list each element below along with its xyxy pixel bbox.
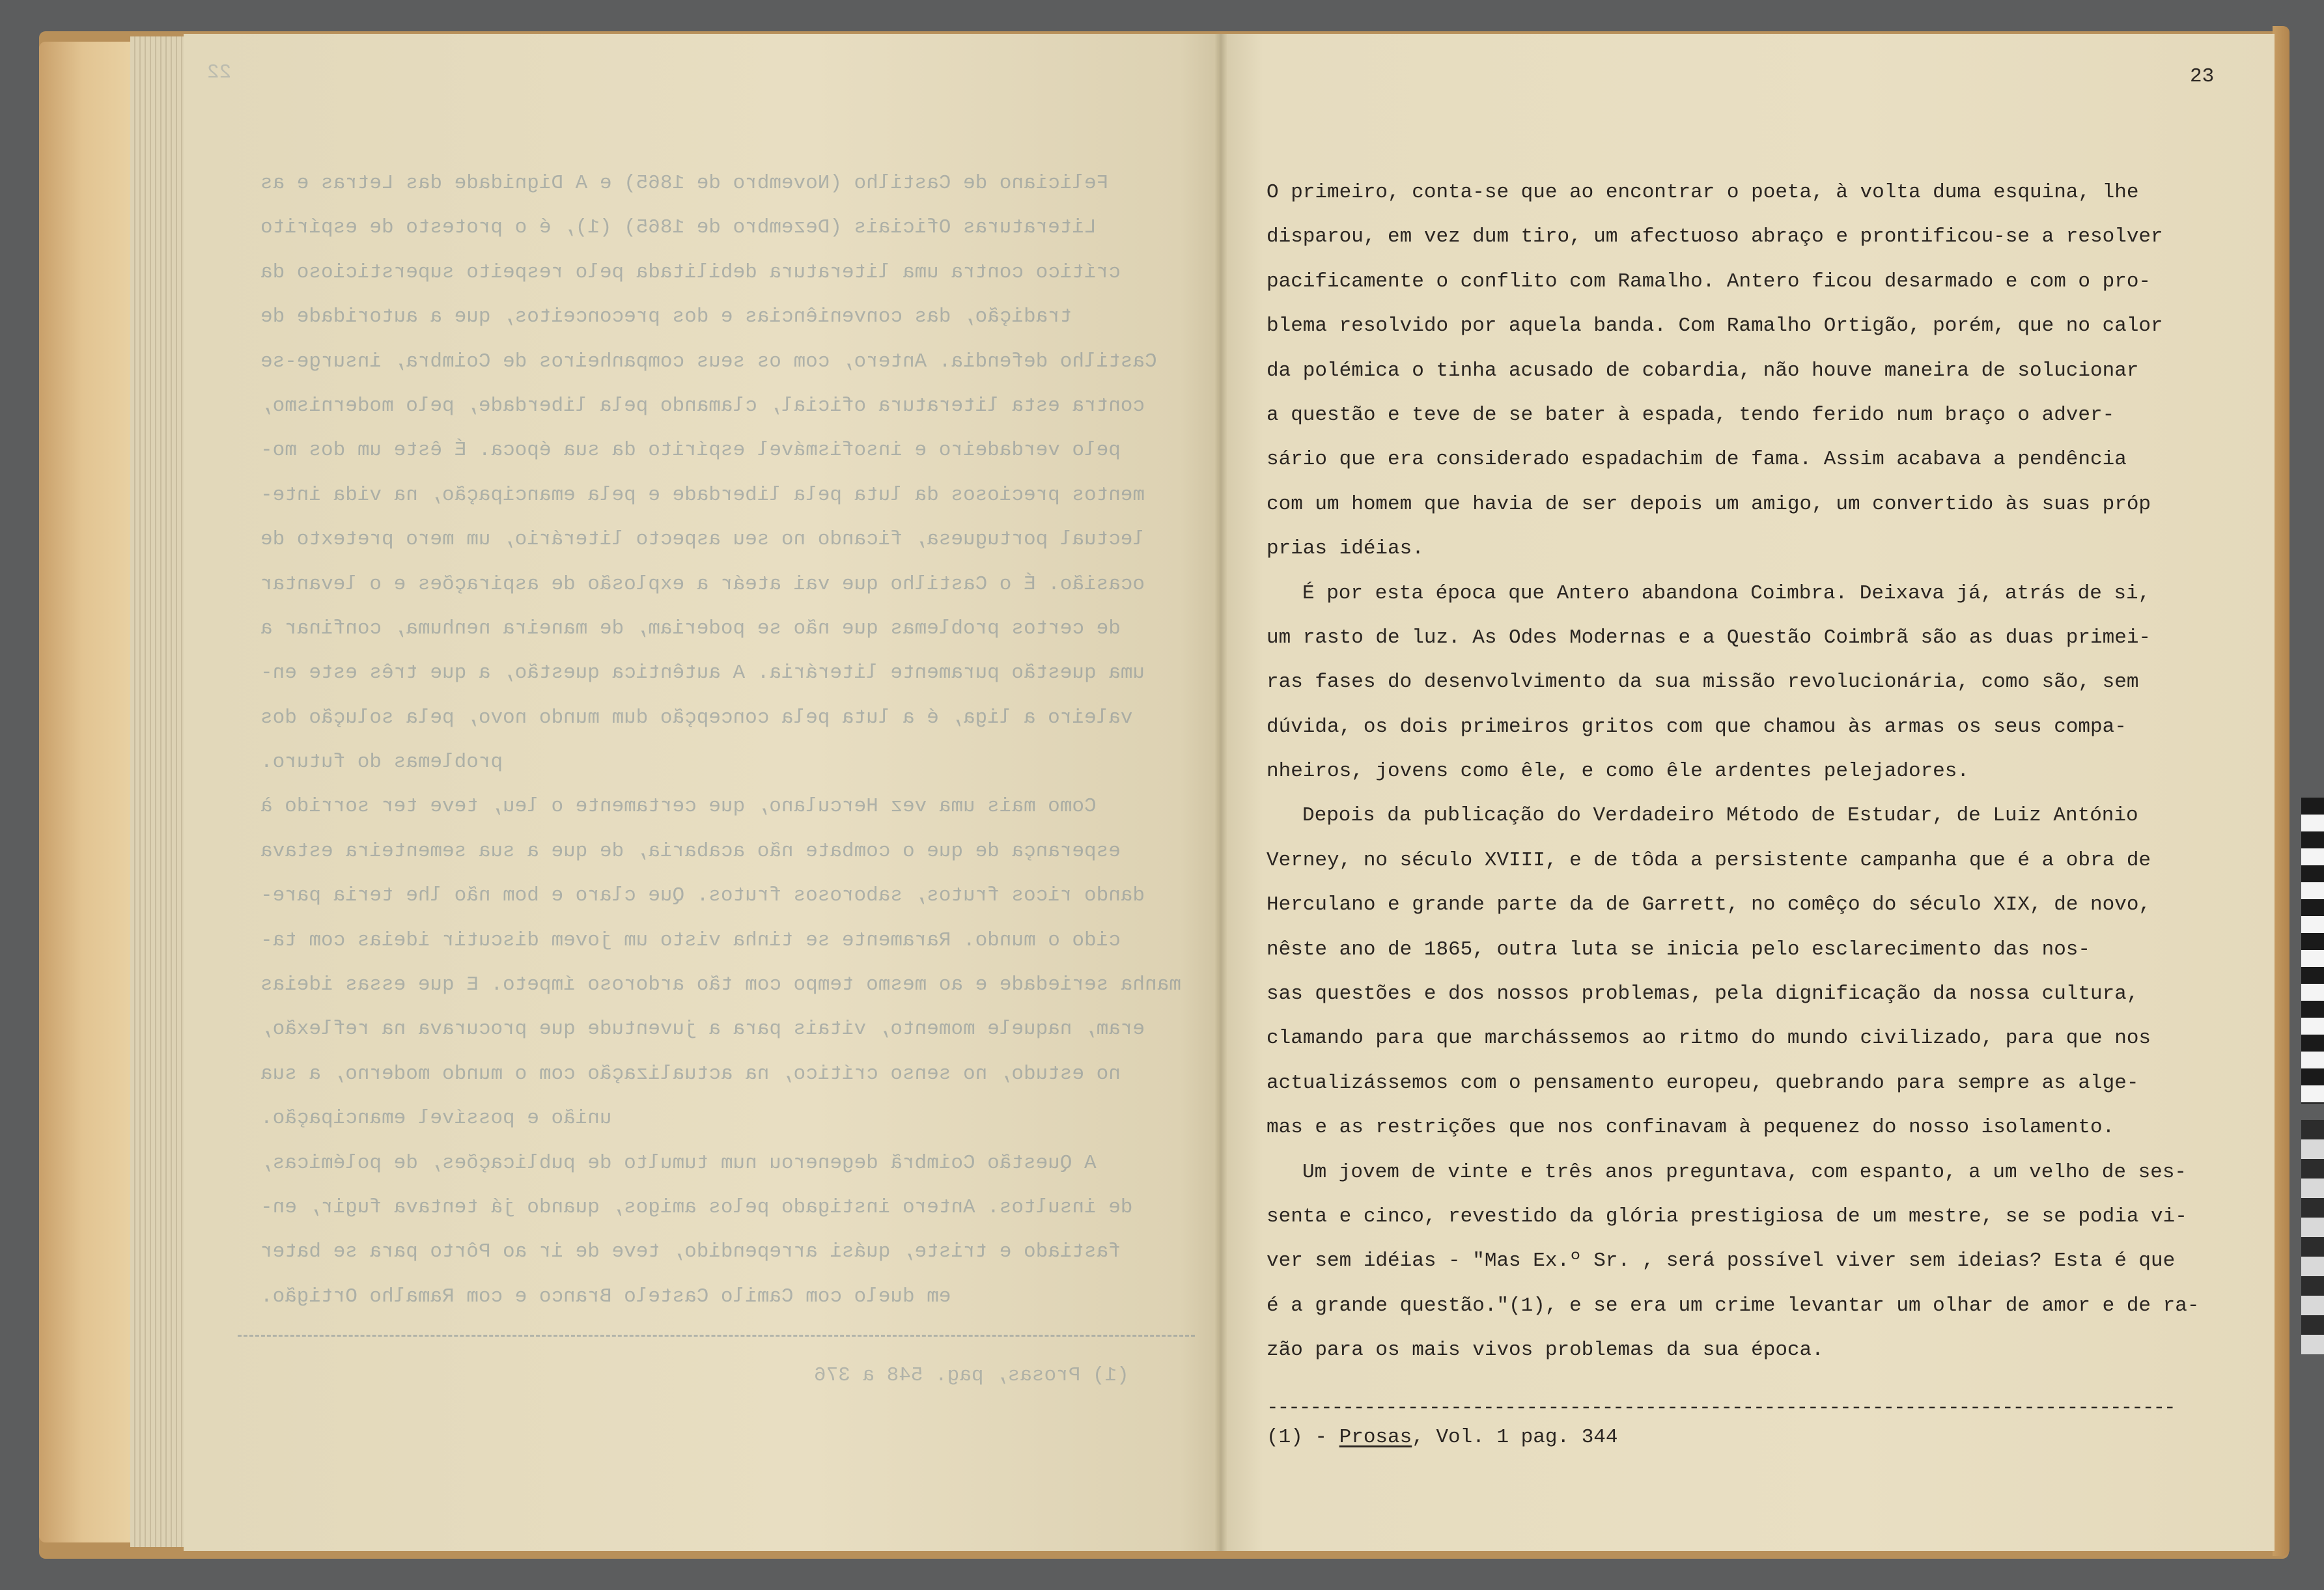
showthrough-line: cido o mundo. Raramente se tinha visto um jovem discutir ideias com ta-: [260, 928, 1121, 952]
showthrough-line: esperança de que o combate não acabaria, de que a sua sementeira estava: [260, 839, 1121, 863]
showthrough-line: no estudo, no senso crítico, na actualização com o mundo moderno, a sua: [260, 1062, 1121, 1085]
left-page-number: 22: [207, 61, 232, 84]
text-line: Depois da publicação do Verdadeiro Método de Estudar, de Luiz António: [1302, 804, 2138, 828]
showthrough-line: Literaturas Oficiais (Dezembro de 1865) (1), é o protesto de espírito: [260, 216, 1097, 240]
showthrough-line: de insultos. Antero instigado pelos amigos, quando já tentava fugir, en-: [260, 1195, 1133, 1219]
left-page-showthrough-text: [260, 161, 1198, 1319]
text-line: da polémica o tinha acusado de cobardia, não houve maneira de solucionar: [1267, 359, 2139, 382]
footnote-title: Prosas: [1339, 1426, 1412, 1449]
text-line: nêste ano de 1865, outra luta se inicia pelo esclarecimento das nos-: [1267, 938, 2091, 961]
showthrough-line: contra esta literatura oficial, clamando pela liberdade, pelo modernismo,: [260, 394, 1145, 417]
showthrough-line: problemas do futuro.: [260, 751, 503, 774]
book-gutter: [1215, 34, 1227, 1551]
text-line: É por esta época que Antero abandona Coimbra. Deixava já, atrás de si,: [1302, 581, 2151, 605]
showthrough-line: de certos problemas que não se poderiam, de maneira nenhuma, confinar a: [260, 617, 1121, 640]
text-line: um rasto de luz. As Odes Modernas e a Questão Coimbrã são as duas primei-: [1267, 626, 2151, 649]
text-line: dúvida, os dois primeiros gritos com que chamou às armas os seus compa-: [1267, 715, 2127, 738]
book-cover-edge: [39, 42, 137, 1542]
showthrough-line: fastiado e triste, quási arrependido, teve de ir ao Pôrto para se bater: [260, 1240, 1121, 1264]
color-calibration-strip: [2301, 798, 2324, 1104]
showthrough-line: manha seriedade e ao mesmo tempo com tão ardoroso ímpeto. E que essas ideias: [260, 973, 1181, 997]
text-line: ver sem idéias - "Mas Ex.º Sr. , será possível viver sem ideias? Esta é que: [1267, 1249, 2176, 1273]
showthrough-line: crítico contra uma literatura debilitada pelo respeito supersticioso da: [260, 260, 1121, 284]
text-line: O primeiro, conta-se que ao encontrar o poeta, à volta duma esquina, lhe: [1267, 181, 2139, 204]
text-line: mas e as restrições que nos confinavam à pequenez do nosso isolamento.: [1267, 1116, 2115, 1139]
showthrough-line: uma questão puramente literária. A autêntica questão, a que três este en-: [260, 662, 1145, 685]
right-page-body-text: [1267, 171, 2273, 1373]
left-page-footnote-rule: [238, 1335, 1195, 1337]
showthrough-line: A Questão Coimbrã degenerou num tumulto de publicações, de polémicas,: [260, 1151, 1097, 1175]
text-line: é a grande questão."(1), e se era um crime levantar um olhar de amor e de ra-: [1267, 1294, 2200, 1317]
showthrough-line: eram, naquele momento, vitais para a juventude que procurava na reflexão,: [260, 1018, 1145, 1041]
footnote-separator-rule: ------------------------------------------------------------------------------------: [1267, 1397, 2175, 1419]
text-line: com um homem que havia de ser depois um amigo, um convertido às suas próp: [1267, 492, 2151, 516]
right-page-number: 23: [2190, 65, 2215, 88]
text-line: sas questões e dos nossos problemas, pela dignificação da nossa cultura,: [1267, 983, 2139, 1006]
showthrough-line: tradição, das conveniências e dos preconceitos, que a autoridade de: [260, 305, 1072, 329]
showthrough-line: em duelo com Camilo Castelo Branco e com Ramalho Ortigão.: [260, 1285, 951, 1308]
text-line: Verney, no século XVIII, e de tôda a persistente campanha que é a obra de: [1267, 848, 2151, 872]
text-line: sário que era considerado espadachim de fama. Assim acabava a pendência: [1267, 448, 2127, 471]
text-line: clamando para que marchássemos ao ritmo do mundo civilizado, para que nos: [1267, 1027, 2151, 1050]
text-line: pacificamente o conflito com Ramalho. Antero ficou desarmado e com o pro-: [1267, 270, 2151, 293]
showthrough-line: valeiro a liga, é a luta pela concepção dum mundo novo, pela solução dos: [260, 706, 1133, 729]
footnote: [1267, 1426, 1618, 1449]
left-page-footnote: (1) Prosas, pag. 548 a 376: [814, 1364, 1129, 1387]
footnote-rest: , Vol. 1 pag. 344: [1412, 1426, 1618, 1449]
showthrough-line: pelo verdadeiro e insofismável espírito da sua época. É êste um dos mo-: [260, 439, 1121, 462]
showthrough-line: Como mais uma vez Herculano, que certamente o leu, teve ter sorrido à: [260, 795, 1097, 818]
page-stack-edges: [130, 36, 189, 1547]
showthrough-line: união e possível emancipação.: [260, 1107, 612, 1130]
text-line: ras fases do desenvolvimento da sua missão revolucionária, como são, sem: [1267, 671, 2139, 694]
showthrough-line: dando ricos frutos, saborosos frutos. Que claro e bom não lhe teria pare-: [260, 884, 1145, 908]
showthrough-line: ocasião. É o Castilho que vai ateár a explosão de aspirações e o levantar: [260, 572, 1145, 596]
book-right-edge: [2273, 26, 2289, 1556]
text-line: Um jovem de vinte e três anos preguntava, com espanto, a um velho de ses-: [1302, 1160, 2187, 1184]
text-line: Herculano e grande parte da de Garrett, no comêço do século XIX, de novo,: [1267, 893, 2151, 917]
footnote-prefix: (1) -: [1267, 1426, 1339, 1449]
scale-calibration-strip: [2301, 1120, 2324, 1354]
text-line: blema resolvido por aquela banda. Com Ramalho Ortigão, porém, que no calor: [1267, 314, 2163, 338]
text-line: senta e cinco, revestido da glória prestigiosa de um mestre, se se podia vi-: [1267, 1205, 2187, 1228]
text-line: nheiros, jovens como êle, e como êle ardentes pelejadores.: [1267, 760, 1969, 783]
showthrough-line: mentos preciosos da luta pela liberdade e pela emancipação, na vida inte-: [260, 483, 1145, 507]
showthrough-line: lectual portuguesa, ficando no seu aspecto literário, um mero pretexto de: [260, 528, 1145, 551]
showthrough-line: Castilho defendia. Antero, com os seus companheiros de Coimbra, insurge-se: [260, 350, 1157, 373]
text-line: zão para os mais vivos problemas da sua época.: [1267, 1339, 1824, 1362]
text-line: actualizássemos com o pensamento europeu, quebrando para sempre as alge-: [1267, 1071, 2139, 1095]
text-line: a questão e teve de se bater à espada, tendo ferido num braço o adver-: [1267, 403, 2115, 426]
showthrough-line: Feliciano de Castilho (Novembro de 1865) e A Dignidade das Letras e as: [260, 172, 1109, 195]
text-line: prias idéias.: [1267, 537, 1424, 561]
text-line: disparou, em vez dum tiro, um afectuoso abraço e prontificou-se a resolver: [1267, 225, 2163, 249]
